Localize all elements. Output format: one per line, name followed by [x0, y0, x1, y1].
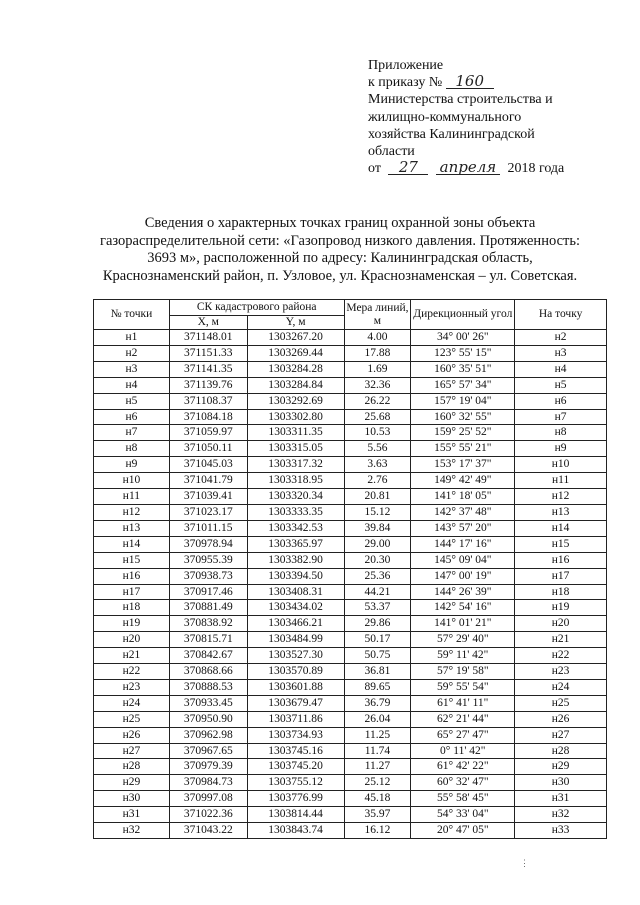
cell-to-point: н18: [515, 584, 607, 600]
table-row: [94, 600, 607, 616]
cell-y: 1303466.21: [247, 616, 344, 632]
cell-to-point: н3: [515, 345, 607, 361]
cell-x: 370938.73: [169, 568, 247, 584]
cell-direction: 147° 00' 19": [411, 568, 515, 584]
cell-to-point: н25: [515, 695, 607, 711]
cell-to-point: н24: [515, 679, 607, 695]
cell-direction: 157° 19' 04": [411, 393, 515, 409]
cell-y: 1303434.02: [247, 600, 344, 616]
cell-length: 89.65: [344, 679, 411, 695]
table-row: [94, 807, 607, 823]
cell-x: 370881.49: [169, 600, 247, 616]
cell-y: 1303394.50: [247, 568, 344, 584]
table-row: [94, 679, 607, 695]
cell-y: 1303318.95: [247, 473, 344, 489]
cell-y: 1303601.88: [247, 679, 344, 695]
cell-x: 370815.71: [169, 632, 247, 648]
cell-y: 1303408.31: [247, 584, 344, 600]
cell-y: 1303365.97: [247, 536, 344, 552]
cell-y: 1303679.47: [247, 695, 344, 711]
cell-direction: 54° 33' 04": [411, 807, 515, 823]
cell-direction: 144° 17' 16": [411, 536, 515, 552]
cell-length: 11.74: [344, 743, 411, 759]
cell-point: н27: [94, 743, 170, 759]
cell-y: 1303484.99: [247, 632, 344, 648]
cell-direction: 61° 42' 22": [411, 759, 515, 775]
cell-to-point: н2: [515, 330, 607, 346]
cell-point: н3: [94, 361, 170, 377]
cell-to-point: н21: [515, 632, 607, 648]
cell-length: 11.25: [344, 727, 411, 743]
cell-point: н5: [94, 393, 170, 409]
cell-length: 11.27: [344, 759, 411, 775]
cell-point: н17: [94, 584, 170, 600]
table-row: [94, 345, 607, 361]
cell-point: н29: [94, 775, 170, 791]
cell-direction: 143° 57' 20": [411, 520, 515, 536]
cell-point: н12: [94, 504, 170, 520]
cell-length: 35.97: [344, 807, 411, 823]
cell-to-point: н9: [515, 441, 607, 457]
heading-line-1: Сведения о характерных точках границ охранной зоны объекта: [144, 215, 536, 231]
points-table: [93, 299, 607, 839]
cell-direction: 160° 35' 51": [411, 361, 515, 377]
cell-x: 371084.18: [169, 409, 247, 425]
cell-to-point: н31: [515, 791, 607, 807]
cell-to-point: н30: [515, 775, 607, 791]
ministry-line-1: Министерства строительства и: [368, 92, 553, 108]
cell-direction: 20° 47' 05": [411, 823, 515, 839]
cell-to-point: н17: [515, 568, 607, 584]
cell-direction: 142° 37' 48": [411, 504, 515, 520]
cell-point: н31: [94, 807, 170, 823]
cell-length: 44.21: [344, 584, 411, 600]
cell-y: 1303776.99: [247, 791, 344, 807]
cell-y: 1303317.32: [247, 457, 344, 473]
cell-point: н1: [94, 330, 170, 346]
cell-length: 25.68: [344, 409, 411, 425]
cell-direction: 160° 32' 55": [411, 409, 515, 425]
order-line: [368, 74, 618, 91]
date-month-handwritten: апреля: [436, 161, 500, 175]
cell-x: 371041.79: [169, 473, 247, 489]
cell-direction: 141° 01' 21": [411, 616, 515, 632]
table-row: [94, 632, 607, 648]
cell-to-point: н19: [515, 600, 607, 616]
cell-x: 371059.97: [169, 425, 247, 441]
table-row: [94, 711, 607, 727]
header-direction: Дирекционный угол: [411, 300, 515, 330]
cell-to-point: н8: [515, 425, 607, 441]
cell-direction: 61° 41' 11": [411, 695, 515, 711]
header-to-point: На точку: [515, 300, 607, 330]
cell-y: 1303814.44: [247, 807, 344, 823]
order-prefix: к приказу №: [368, 75, 443, 91]
cell-y: 1303342.53: [247, 520, 344, 536]
cell-direction: 55° 58' 45": [411, 791, 515, 807]
table-row: [94, 775, 607, 791]
cell-y: 1303320.34: [247, 489, 344, 505]
cell-length: 25.12: [344, 775, 411, 791]
cell-direction: 34° 00' 26": [411, 330, 515, 346]
appendix-block: [368, 57, 618, 177]
cell-x: 370984.73: [169, 775, 247, 791]
cell-point: н6: [94, 409, 170, 425]
cell-to-point: н27: [515, 727, 607, 743]
cell-length: 50.75: [344, 648, 411, 664]
cell-length: 36.79: [344, 695, 411, 711]
cell-point: н2: [94, 345, 170, 361]
cell-to-point: н5: [515, 377, 607, 393]
cell-x: 371023.17: [169, 504, 247, 520]
table-row: [94, 743, 607, 759]
cell-length: 25.36: [344, 568, 411, 584]
cell-to-point: н10: [515, 457, 607, 473]
cell-y: 1303711.86: [247, 711, 344, 727]
cell-to-point: н12: [515, 489, 607, 505]
scan-artifact: ⋮: [520, 858, 529, 868]
cell-point: н19: [94, 616, 170, 632]
cell-length: 2.76: [344, 473, 411, 489]
cell-y: 1303315.05: [247, 441, 344, 457]
header-point-no: № точки: [94, 300, 170, 330]
cell-x: 371022.36: [169, 807, 247, 823]
table-row: [94, 473, 607, 489]
cell-direction: 144° 26' 39": [411, 584, 515, 600]
cell-length: 15.12: [344, 504, 411, 520]
cell-to-point: н7: [515, 409, 607, 425]
table-row: [94, 441, 607, 457]
heading-line-4: Краснознаменский район, п. Узловое, ул. Краснознаменская – ул. Советская.: [102, 267, 578, 284]
cell-to-point: н4: [515, 361, 607, 377]
cell-direction: 145° 09' 04": [411, 552, 515, 568]
cell-to-point: н13: [515, 504, 607, 520]
date-suffix: 2018 года: [507, 161, 565, 177]
cell-x: 370978.94: [169, 536, 247, 552]
cell-x: 370979.39: [169, 759, 247, 775]
ministry-line-2: жилищно-коммунального: [368, 109, 522, 125]
cell-to-point: н28: [515, 743, 607, 759]
cell-direction: 57° 19' 58": [411, 664, 515, 680]
cell-length: 45.18: [344, 791, 411, 807]
cell-x: 371139.76: [169, 377, 247, 393]
cell-y: 1303843.74: [247, 823, 344, 839]
date-line: [368, 160, 618, 177]
cell-to-point: н14: [515, 520, 607, 536]
table-row: [94, 409, 607, 425]
cell-y: 1303382.90: [247, 552, 344, 568]
cell-point: н13: [94, 520, 170, 536]
cell-x: 370868.66: [169, 664, 247, 680]
table-row: [94, 425, 607, 441]
cell-point: н24: [94, 695, 170, 711]
table-row: [94, 457, 607, 473]
table-row: [94, 536, 607, 552]
cell-point: н16: [94, 568, 170, 584]
cell-to-point: н29: [515, 759, 607, 775]
cell-point: н28: [94, 759, 170, 775]
cell-y: 1303745.16: [247, 743, 344, 759]
cell-to-point: н15: [515, 536, 607, 552]
table-row: [94, 520, 607, 536]
cell-to-point: н6: [515, 393, 607, 409]
cell-x: 371148.01: [169, 330, 247, 346]
cell-y: 1303292.69: [247, 393, 344, 409]
cell-point: н25: [94, 711, 170, 727]
cell-length: 29.86: [344, 616, 411, 632]
table-row: [94, 727, 607, 743]
table-row: [94, 584, 607, 600]
cell-to-point: н32: [515, 807, 607, 823]
cell-direction: 57° 29' 40": [411, 632, 515, 648]
cell-to-point: н11: [515, 473, 607, 489]
table-row: [94, 823, 607, 839]
cell-direction: 165° 57' 34": [411, 377, 515, 393]
cell-y: 1303311.35: [247, 425, 344, 441]
cell-direction: 62° 21' 44": [411, 711, 515, 727]
header-coord-system: СК кадастрового района: [169, 300, 344, 316]
cell-length: 50.17: [344, 632, 411, 648]
cell-point: н23: [94, 679, 170, 695]
cell-x: 371045.03: [169, 457, 247, 473]
cell-length: 20.30: [344, 552, 411, 568]
table-row: [94, 361, 607, 377]
cell-x: 370917.46: [169, 584, 247, 600]
cell-y: 1303527.30: [247, 648, 344, 664]
cell-direction: 155° 55' 21": [411, 441, 515, 457]
cell-y: 1303267.20: [247, 330, 344, 346]
cell-length: 26.04: [344, 711, 411, 727]
cell-point: н9: [94, 457, 170, 473]
table-row: [94, 791, 607, 807]
table-row: [94, 330, 607, 346]
cell-length: 36.81: [344, 664, 411, 680]
heading-line-3: 3693 м», расположенной по адресу: Калининградская область,: [147, 250, 533, 266]
cell-y: 1303755.12: [247, 775, 344, 791]
appendix-title: Приложение: [368, 58, 444, 73]
cell-point: н21: [94, 648, 170, 664]
cell-y: 1303269.44: [247, 345, 344, 361]
cell-point: н32: [94, 823, 170, 839]
cell-y: 1303284.84: [247, 377, 344, 393]
cell-direction: 60° 32' 47": [411, 775, 515, 791]
cell-x: 370842.67: [169, 648, 247, 664]
table-row: [94, 695, 607, 711]
table-row: [94, 664, 607, 680]
table-row: [94, 648, 607, 664]
cell-y: 1303745.20: [247, 759, 344, 775]
cell-point: н22: [94, 664, 170, 680]
cell-x: 371039.41: [169, 489, 247, 505]
cell-point: н4: [94, 377, 170, 393]
cell-direction: 0° 11' 42": [411, 743, 515, 759]
date-day-handwritten: 27: [388, 161, 428, 175]
cell-x: 370933.45: [169, 695, 247, 711]
cell-to-point: н23: [515, 664, 607, 680]
cell-to-point: н20: [515, 616, 607, 632]
table-row: [94, 504, 607, 520]
cell-direction: 149° 42' 49": [411, 473, 515, 489]
cell-length: 32.36: [344, 377, 411, 393]
cell-point: н18: [94, 600, 170, 616]
cell-y: 1303284.28: [247, 361, 344, 377]
table-row: [94, 552, 607, 568]
cell-point: н11: [94, 489, 170, 505]
cell-x: 370950.90: [169, 711, 247, 727]
cell-direction: 59° 11' 42": [411, 648, 515, 664]
cell-point: н8: [94, 441, 170, 457]
cell-x: 371011.15: [169, 520, 247, 536]
date-prefix: от: [368, 161, 381, 177]
cell-direction: 123° 55' 15": [411, 345, 515, 361]
cell-point: н20: [94, 632, 170, 648]
cell-point: н14: [94, 536, 170, 552]
cell-direction: 159° 25' 52": [411, 425, 515, 441]
cell-direction: 141° 18' 05": [411, 489, 515, 505]
table-row: [94, 377, 607, 393]
cell-point: н7: [94, 425, 170, 441]
cell-length: 1.69: [344, 361, 411, 377]
cell-length: 26.22: [344, 393, 411, 409]
cell-length: 20.81: [344, 489, 411, 505]
cell-to-point: н22: [515, 648, 607, 664]
cell-x: 370962.98: [169, 727, 247, 743]
cell-length: 39.84: [344, 520, 411, 536]
heading-line-2: газораспределительной сети: «Газопровод низкого давления. Протяженность:: [100, 232, 580, 249]
cell-length: 4.00: [344, 330, 411, 346]
cell-x: 370955.39: [169, 552, 247, 568]
cell-x: 370888.53: [169, 679, 247, 695]
cell-x: 371151.33: [169, 345, 247, 361]
cell-to-point: н16: [515, 552, 607, 568]
cell-length: 29.00: [344, 536, 411, 552]
cell-x: 370967.65: [169, 743, 247, 759]
table-row: [94, 616, 607, 632]
cell-x: 371050.11: [169, 441, 247, 457]
cell-direction: 65° 27' 47": [411, 727, 515, 743]
order-number-handwritten: 160: [446, 75, 494, 89]
cell-direction: 153° 17' 37": [411, 457, 515, 473]
cell-x: 370838.92: [169, 616, 247, 632]
header-y: Y, м: [247, 316, 344, 330]
cell-point: н15: [94, 552, 170, 568]
cell-length: 3.63: [344, 457, 411, 473]
table-row: [94, 393, 607, 409]
table-row: [94, 759, 607, 775]
document-heading: [60, 215, 620, 285]
cell-length: 10.53: [344, 425, 411, 441]
cell-point: н30: [94, 791, 170, 807]
cell-y: 1303570.89: [247, 664, 344, 680]
cell-point: н26: [94, 727, 170, 743]
cell-to-point: н26: [515, 711, 607, 727]
ministry-line-3: хозяйства Калининградской: [368, 126, 535, 142]
cell-y: 1303734.93: [247, 727, 344, 743]
cell-length: 5.56: [344, 441, 411, 457]
cell-x: 371141.35: [169, 361, 247, 377]
cell-direction: 142° 54' 16": [411, 600, 515, 616]
cell-length: 17.88: [344, 345, 411, 361]
header-x: X, м: [169, 316, 247, 330]
cell-length: 16.12: [344, 823, 411, 839]
cell-x: 371043.22: [169, 823, 247, 839]
points-table-body: [94, 330, 607, 839]
cell-length: 53.37: [344, 600, 411, 616]
cell-y: 1303333.35: [247, 504, 344, 520]
ministry-line-4: области: [368, 144, 415, 160]
table-row: [94, 568, 607, 584]
header-length: Мера линий, м: [344, 300, 411, 330]
cell-x: 370997.08: [169, 791, 247, 807]
cell-to-point: н33: [515, 823, 607, 839]
cell-direction: 59° 55' 54": [411, 679, 515, 695]
cell-y: 1303302.80: [247, 409, 344, 425]
cell-point: н10: [94, 473, 170, 489]
table-row: [94, 489, 607, 505]
cell-x: 371108.37: [169, 393, 247, 409]
